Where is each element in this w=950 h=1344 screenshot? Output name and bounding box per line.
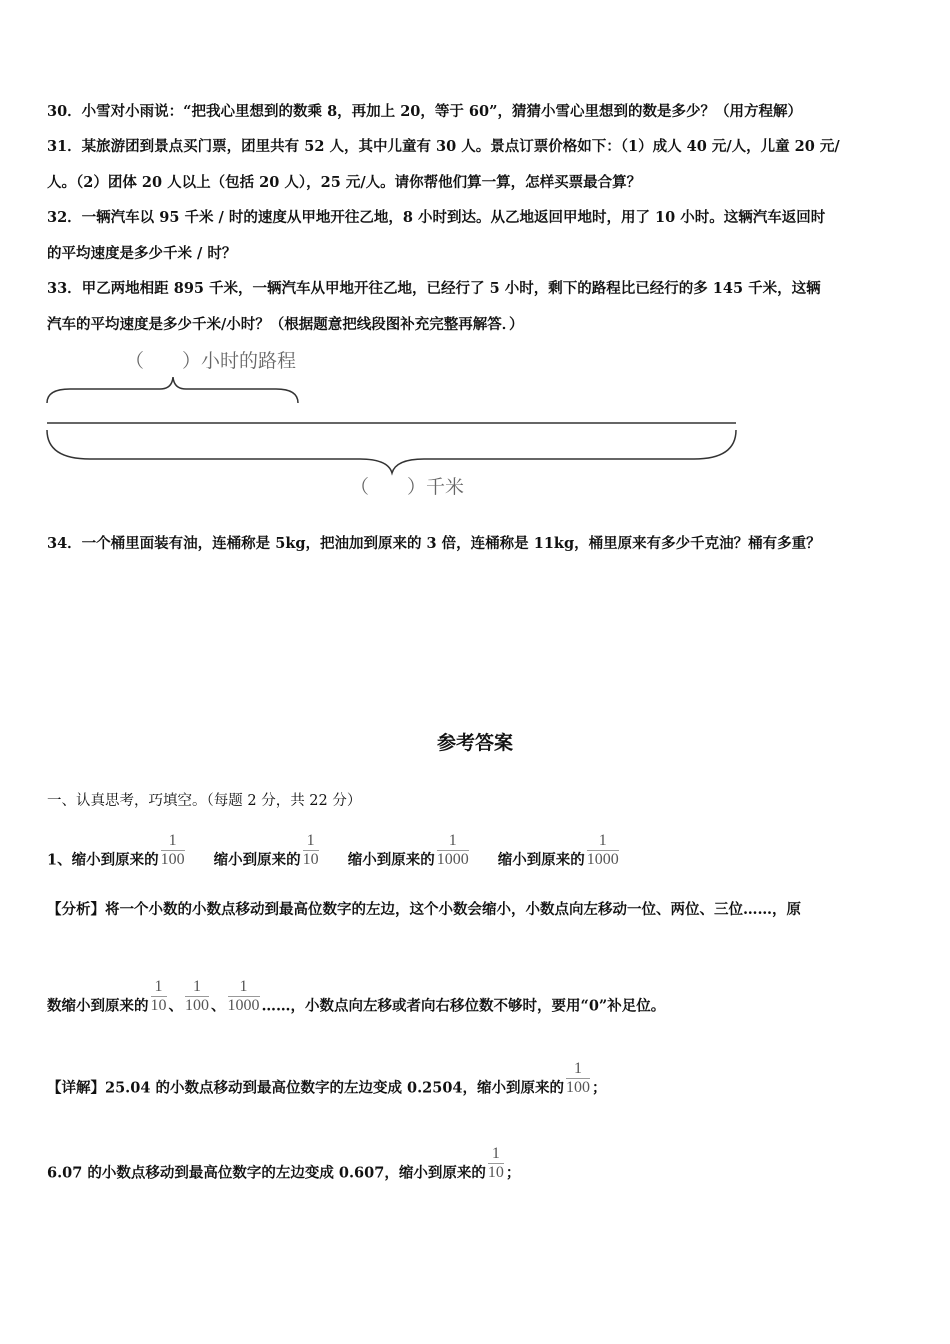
top-brace xyxy=(47,377,298,403)
section-heading: 一、认真思考，巧填空。（每题 2 分，共 22 分） xyxy=(47,793,362,809)
analysis-text: 数缩小到原来的 xyxy=(47,997,149,1015)
question-30: 30．小雪对小雨说：“把我心里想到的数乘 8，再加上 20，等于 60”，猜猜小雪心里想到的数是多少？（用方程解） xyxy=(47,103,802,120)
detail-text: 【详解】25.04 的小数点移动到最高位数字的左边变成 0.2504，缩小到原来的 xyxy=(47,1079,564,1097)
question-32-line2: 的平均速度是多少千米 / 时？ xyxy=(47,245,237,262)
answer-text: 缩小到原来的 xyxy=(497,851,585,869)
question-31-line1: 31．某旅游团到景点买门票，团里共有 52 人，其中儿童有 30 人。景点订票价格如下：（1）成人 40 元/人，儿童 20 元/ xyxy=(47,138,840,155)
separator: 、 xyxy=(211,997,226,1015)
top-brace-label: （ ）小时的路程 xyxy=(125,350,297,372)
answer-text: 缩小到原来的 xyxy=(347,851,435,869)
fraction: $\frac{1}{1000}$ xyxy=(436,832,469,868)
separator: 、 xyxy=(168,997,183,1015)
detail-line1 xyxy=(47,1060,607,1107)
fraction: $\frac{1}{10}$ xyxy=(150,978,167,1014)
fraction: $\frac{1}{1000}$ xyxy=(227,978,260,1014)
detail-text: 6.07 的小数点移动到最高位数字的左边变成 0.607，缩小到原来的 xyxy=(47,1164,486,1182)
question-32-line1: 32．一辆汽车以 95 千米 / 时的速度从甲地开往乙地，8 小时到达。从乙地返回甲地时，用了 10 小时。这辆汽车返回时 xyxy=(47,209,826,226)
answer-text: 1、缩小到原来的 xyxy=(47,851,159,869)
fraction: $\frac{1}{10}$ xyxy=(302,832,319,868)
semicolon: ； xyxy=(592,1079,607,1097)
analysis-line2 xyxy=(47,978,666,1025)
fraction: $\frac{1}{1000}$ xyxy=(586,832,619,868)
fraction: $\frac{1}{100}$ xyxy=(566,1060,590,1096)
question-33-line1: 33．甲乙两地相距 895 千米，一辆汽车从甲地开往乙地，已经行了 5 小时，剩下的路程比已经行的多 145 千米，这辆 xyxy=(47,280,821,297)
question-31-line2: 人。（2）团体 20 人以上（包括 20 人），25 元/人。请你帮他们算一算，怎样买票最合算？ xyxy=(47,174,642,191)
analysis-line1: 【分析】将一个小数的小数点移动到最高位数字的左边，这个小数会缩小，小数点向左移动一位、两位、三位……，原 xyxy=(47,901,801,918)
fraction: $\frac{1}{100}$ xyxy=(185,978,209,1014)
bottom-brace xyxy=(47,430,736,473)
analysis-text: ……，小数点向左移或者向右移位数不够时，要用“0”补足位。 xyxy=(261,997,666,1015)
answers-title: 参考答案 xyxy=(436,732,513,754)
question-34: 34．一个桶里面装有油，连桶称是 5kg，把油加到原来的 3 倍，连桶称是 11kg，桶里原来有多少千克油？桶有多重？ xyxy=(47,535,821,552)
answer-1 xyxy=(47,832,621,879)
line-segment-diagram xyxy=(0,335,950,510)
fraction: $\frac{1}{100}$ xyxy=(160,832,185,868)
answer-text: 缩小到原来的 xyxy=(213,851,301,869)
fraction: $\frac{1}{10}$ xyxy=(487,1145,504,1181)
question-33-line2: 汽车的平均速度是多少千米/小时？（根据题意把线段图补充完整再解答．） xyxy=(47,316,524,333)
detail-line2 xyxy=(47,1145,521,1192)
semicolon: ； xyxy=(505,1164,521,1182)
bottom-brace-label: （ ）千米 xyxy=(350,476,465,498)
